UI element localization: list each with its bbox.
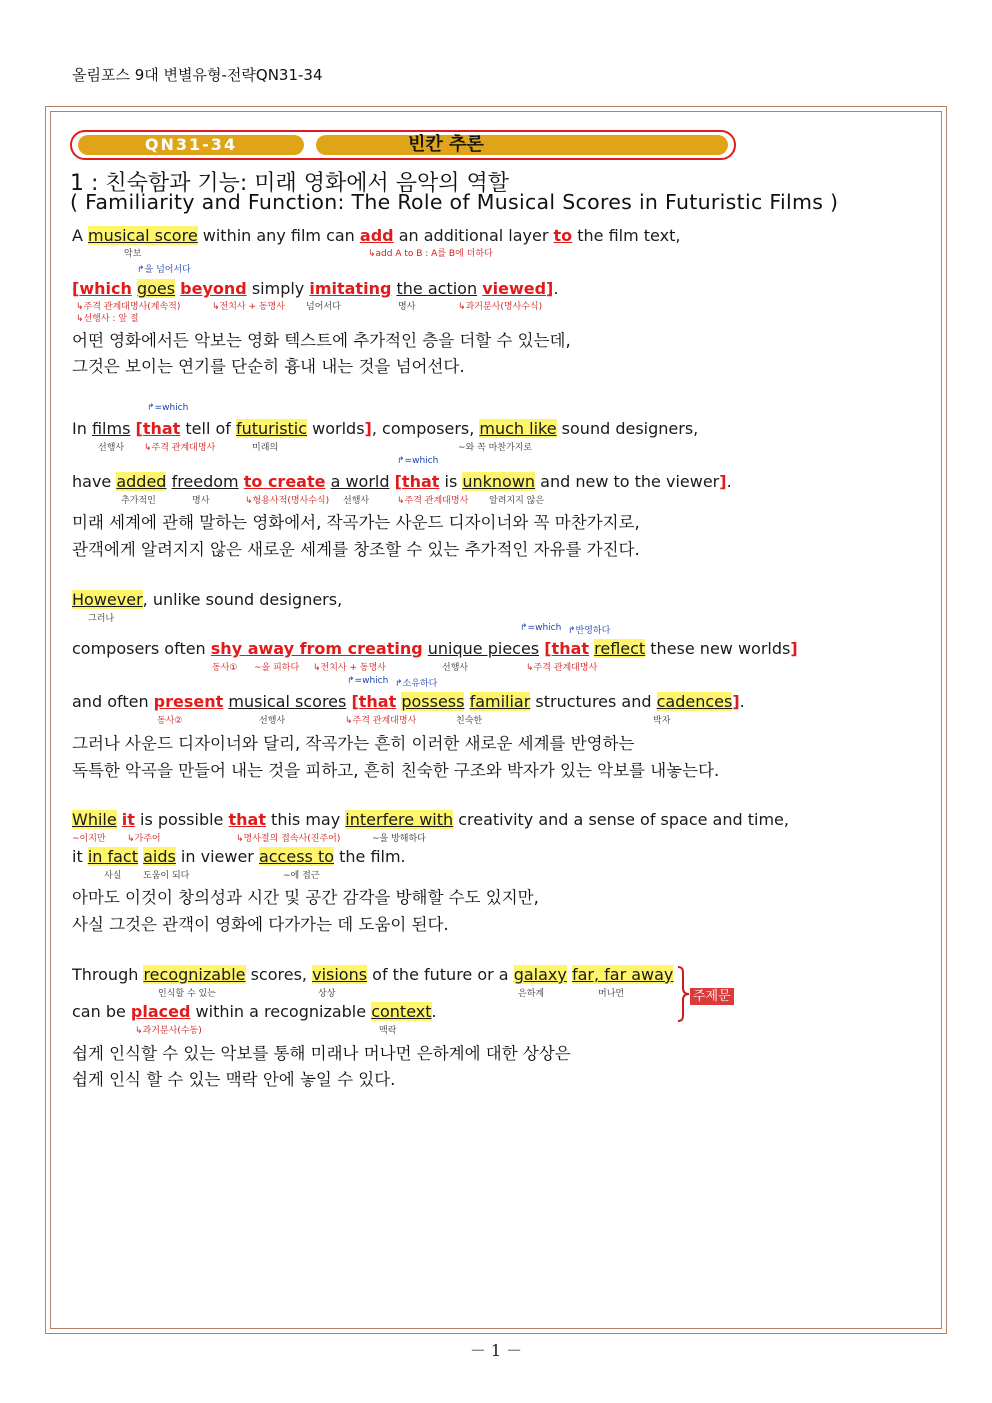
- p1-line1: A musical score within any film can add an additional layer to the film text,: [72, 226, 681, 245]
- annotation: 악보: [124, 249, 142, 259]
- annotation: ↳전치사 + 동명사: [212, 302, 285, 312]
- annotation: 인식할 수 있는: [158, 989, 216, 999]
- p5-translation-2: 쉽게 인식 할 수 있는 맥락 안에 놓일 수 있다.: [72, 1070, 396, 1089]
- annotation: ~을 피하다: [254, 663, 300, 673]
- p4-line1: While it is possible that this may interfere with creativity and a sense of space and time,: [72, 810, 789, 829]
- p5-line1: Through recognizable scores, visions of the future or a galaxy far, far away: [72, 965, 674, 984]
- annotation: ~와 꼭 마찬가지로: [458, 443, 533, 453]
- annotation: 은하계: [518, 989, 545, 999]
- p4-translation-1: 아마도 이것이 창의성과 시간 및 공간 감각을 방해할 수도 있지만,: [72, 888, 539, 907]
- annotation: ↱=which: [347, 676, 389, 686]
- p3-translation-2: 독특한 악곡을 만들어 내는 것을 피하고, 흔히 친숙한 구조와 박자가 있는 악보를 내놓는다.: [72, 761, 720, 780]
- p3-line1: However, unlike sound designers,: [72, 590, 343, 609]
- annotation: ↱반영하다: [568, 626, 611, 636]
- brace-icon: [676, 966, 690, 1022]
- annotation: 상상: [318, 989, 336, 999]
- annotation: 머나먼: [598, 989, 625, 999]
- p1-translation-2: 그것은 보이는 연기를 단순히 흉내 내는 것을 넘어선다.: [72, 357, 465, 376]
- annotation: ↳선행사 : 앞 절: [76, 314, 139, 324]
- p5-line2: can be placed within a recognizable context.: [72, 1002, 437, 1021]
- annotation: ↱을 넘어서다: [137, 265, 191, 275]
- annotation: ~을 방해하다: [372, 834, 426, 844]
- page-header: 올림포스 9대 변별유형-전략QN31-34: [72, 66, 323, 84]
- annotation: ↳과거분사(명사수식): [458, 302, 543, 312]
- annotation: 명사: [192, 496, 210, 506]
- annotation: 동사②: [157, 716, 183, 726]
- annotation: ↱=which: [520, 623, 562, 633]
- p3-line3: and often present musical scores [that possess familiar structures and cadences].: [72, 692, 745, 711]
- topic-sentence-badge: 주제문: [690, 988, 734, 1005]
- annotation: ↳가주어: [127, 834, 161, 844]
- title-korean: 1 : 친숙함과 기능: 미래 영화에서 음악의 역할: [70, 171, 510, 196]
- annotation: 넘어서다: [306, 302, 341, 312]
- annotation: ↳주격 관계대명사: [144, 443, 216, 453]
- annotation: ↳주격 관계대명사: [526, 663, 598, 673]
- annotation: ↳전치사 + 동명사: [313, 663, 386, 673]
- p5-translation-1: 쉽게 인식할 수 있는 악보를 통해 미래나 머나먼 은하계에 대한 상상은: [72, 1044, 571, 1063]
- p2-line2: have added freedom to create a world [that is unknown and new to the viewer].: [72, 472, 732, 491]
- annotation: ↳과거분사(수동): [135, 1026, 202, 1036]
- annotation: 미래의: [252, 443, 279, 453]
- annotation: ↳주격 관계대명사: [397, 496, 469, 506]
- annotation: ~이지만: [72, 834, 106, 844]
- annotation: 맥락: [379, 1026, 397, 1036]
- page-number: － 1 －: [469, 1341, 523, 1360]
- annotation: ↳add A to B : A를 B에 더하다: [368, 249, 493, 259]
- p4-line2: it in fact aids in viewer access to the film.: [72, 847, 406, 866]
- banner-code: QN31-34: [144, 135, 238, 154]
- p2-line1: In films [that tell of futuristic worlds], composers, much like sound designers,: [72, 419, 699, 438]
- p2-translation-2: 관객에게 알려지지 않은 새로운 세계를 창조할 수 있는 추가적인 자유를 가진다.: [72, 540, 640, 559]
- annotation: 선행사: [98, 443, 125, 453]
- banner-type: 빈칸 추론: [408, 134, 484, 155]
- p3-translation-1: 그러나 사운드 디자이너와 달리, 작곡가는 흔히 이러한 새로운 세계를 반영하는: [72, 734, 635, 753]
- p2-translation-1: 미래 세계에 관해 말하는 영화에서, 작곡가는 사운드 디자이너와 꼭 마찬가지로,: [72, 513, 640, 532]
- title-english: ( Familiarity and Function: The Role of Musical Scores in Futuristic Films ): [70, 190, 839, 214]
- section-banner: [70, 130, 736, 160]
- annotation: ↳주격 관계대명사: [345, 716, 417, 726]
- annotation: 알려지지 않은: [489, 496, 545, 506]
- annotation: 친숙한: [456, 716, 483, 726]
- annotation: ↳형용사적(명사수식): [245, 496, 330, 506]
- annotation: 추가적인: [121, 496, 156, 506]
- annotation: 동사①: [212, 663, 238, 673]
- annotation: 선행사: [343, 496, 370, 506]
- annotation: ↱=which: [147, 403, 189, 413]
- annotation: ↳명사절의 접속사(진주어): [236, 834, 341, 844]
- annotation: ↳주격 관계대명사(계속적): [76, 302, 181, 312]
- annotation: 도움이 되다: [143, 871, 190, 881]
- p1-translation-1: 어떤 영화에서든 악보는 영화 텍스트에 추가적인 층을 더할 수 있는데,: [72, 331, 571, 350]
- p4-translation-2: 사실 그것은 관객이 영화에 다가가는 데 도움이 된다.: [72, 915, 449, 934]
- annotation: ~에 접근: [283, 871, 320, 881]
- annotation: ↱소유하다: [395, 679, 438, 689]
- annotation: 사실: [104, 871, 122, 881]
- annotation: 박자: [653, 716, 671, 726]
- p3-line2: composers often shy away from creating unique pieces [that reflect these new worlds]: [72, 639, 798, 658]
- annotation: 선행사: [259, 716, 286, 726]
- annotation: 명사: [398, 302, 416, 312]
- annotation: ↱=which: [397, 456, 439, 466]
- annotation: 그러나: [88, 614, 115, 624]
- p1-line2: [which goes beyond simply imitating the action viewed].: [72, 279, 559, 298]
- annotation: 선행사: [442, 663, 469, 673]
